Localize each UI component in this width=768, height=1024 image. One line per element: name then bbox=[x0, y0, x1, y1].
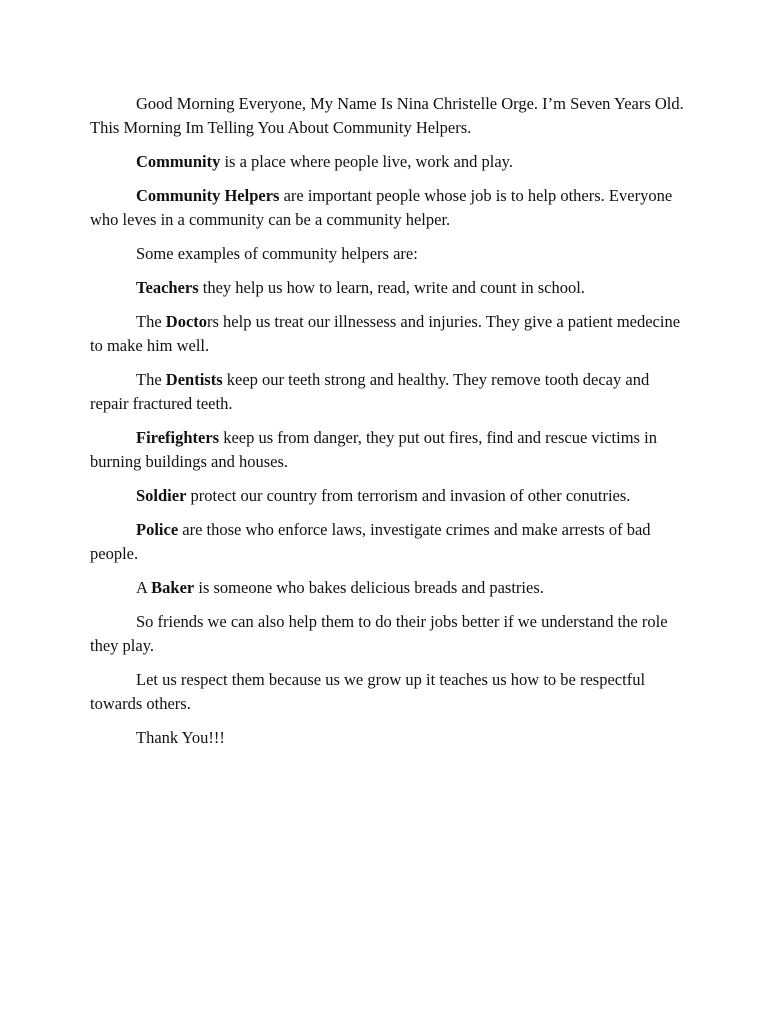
document-body bbox=[90, 92, 690, 760]
dentists-description: keep our teeth strong and healthy. They remove tooth decay and repair fractured teeth. bbox=[90, 370, 650, 413]
friends-text: So friends we can also help them to do their jobs better if we understand the role they play. bbox=[90, 612, 668, 655]
paragraph-firefighters bbox=[90, 426, 690, 474]
paragraph-intro bbox=[90, 92, 690, 140]
term-community: Community bbox=[136, 152, 221, 171]
paragraph-baker bbox=[90, 576, 690, 600]
firefighters-description: keep us from danger, they put out fires, find and rescue victims in burning buildings and houses. bbox=[90, 428, 657, 471]
baker-prefix: A bbox=[136, 578, 152, 597]
paragraph-examples bbox=[90, 242, 690, 266]
closing-text: Thank You!!! bbox=[136, 728, 225, 747]
term-teachers: Teachers bbox=[136, 278, 199, 297]
paragraph-respect bbox=[90, 668, 690, 716]
paragraph-community bbox=[90, 150, 690, 174]
paragraph-thanks bbox=[90, 726, 690, 750]
term-firefighters: Firefighters bbox=[136, 428, 220, 447]
community-helpers-definition: are important people whose job is to help others. Everyone who leves in a community can be a community helper. bbox=[90, 186, 673, 229]
term-soldier: Soldier bbox=[136, 486, 187, 505]
paragraph-community-helpers bbox=[90, 184, 690, 232]
paragraph-soldier bbox=[90, 484, 690, 508]
paragraph-dentists bbox=[90, 368, 690, 416]
term-baker: Baker bbox=[151, 578, 195, 597]
term-community-helpers: Community Helpers bbox=[136, 186, 280, 205]
paragraph-doctors bbox=[90, 310, 690, 358]
paragraph-teachers bbox=[90, 276, 690, 300]
soldier-description: protect our country from terrorism and invasion of other conutries. bbox=[186, 486, 631, 505]
paragraph-police bbox=[90, 518, 690, 566]
respect-text: Let us respect them because us we grow up it teaches us how to be respectful towards others. bbox=[90, 670, 646, 713]
community-definition: is a place where people live, work and play. bbox=[220, 152, 513, 171]
dentists-prefix: The bbox=[136, 370, 166, 389]
term-dentists: Dentists bbox=[165, 370, 223, 389]
term-doctors: Docto bbox=[165, 312, 208, 331]
paragraph-friends bbox=[90, 610, 690, 658]
police-description: are those who enforce laws, investigate crimes and make arrests of bad people. bbox=[90, 520, 651, 563]
baker-description: is someone who bakes delicious breads and pastries. bbox=[194, 578, 544, 597]
term-police: Police bbox=[136, 520, 179, 539]
examples-text: Some examples of community helpers are: bbox=[136, 244, 418, 263]
intro-text: Good Morning Everyone, My Name Is Nina Christelle Orge. I’m Seven Years Old. This Morning Im Telling You About Community Helpers. bbox=[90, 94, 684, 137]
doctors-prefix: The bbox=[136, 312, 166, 331]
doctors-description: rs help us treat our illnessess and injuries. They give a patient medecine to make him well. bbox=[90, 312, 681, 355]
teachers-description: they help us how to learn, read, write and count in school. bbox=[198, 278, 585, 297]
